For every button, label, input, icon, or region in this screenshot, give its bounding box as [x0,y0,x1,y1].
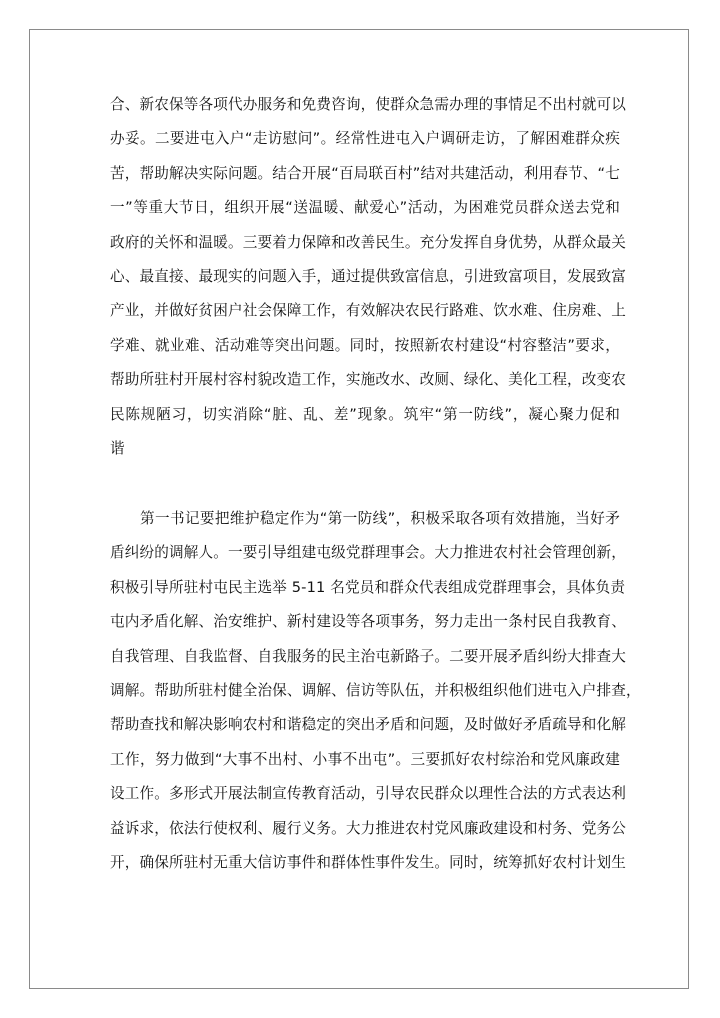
paragraph-1 [110,88,627,466]
text-line: 政府的关怀和温暖。三要着力保障和改善民生。充分发挥自身优势，从群众最关 [110,233,627,251]
text-line: 办妥。二要进屯入户“走访慰问”。经常性进屯入户调研走访，了解困难群众疾 [110,130,620,148]
text-line: 帮助所驻村开展村容村貌改造工作，实施改水、改厕、绿化、美化工程，改变农 [110,371,627,389]
paragraph-2 [110,502,641,880]
text-line: 学难、就业难、活动难等突出问题。同时，按照新农村建设“村容整洁”要求， [110,336,620,354]
text-line: 民陈规陋习，切实消除“脏、乱、差”现象。筑牢“第一防线”，凝心聚力促和 [110,405,620,423]
text-line: 设工作。多形式开展法制宣传教育活动，引导农民群众以理性合法的方式表达利 [110,785,627,803]
text-line: 调解。帮助所驻村健全治保、调解、信访等队伍，并积极组织他们进屯入户排查， [110,682,641,700]
text-line: 苦，帮助解决实际问题。结合开展“百局联百村”结对共建活动，利用春节、“七 [110,164,620,182]
text-line: 益诉求，依法行使权利、履行义务。大力推进农村党风廉政建设和村务、党务公 [110,819,627,837]
text-line: 积极引导所驻村屯民主选举 5-11 名党员和群众代表组成党群理事会，具体负责 [110,578,626,596]
text-line: 合、新农保等各项代办服务和免费咨询，使群众急需办理的事情足不出村就可以 [110,96,627,113]
text-line: 产业，并做好贫困户社会保障工作，有效解决农民行路难、饮水难、住房难、上 [110,302,627,320]
text-line: 第一书记要把维护稳定作为“第一防线”，积极采取各项有效措施，当好矛 [140,510,620,527]
text-line: 谐 [110,440,125,458]
text-line: 开，确保所驻村无重大信访事件和群体性事件发生。同时，统筹抓好农村计划生 [110,854,627,872]
text-line: 盾纠纷的调解人。一要引导组建屯级党群理事会。大力推进农村社会管理创新， [110,544,627,562]
text-line: 一”等重大节日，组织开展“送温暖、献爱心”活动，为困难党员群众送去党和 [110,199,620,217]
text-line: 心、最直接、最现实的问题入手，通过提供致富信息，引进致富项目，发展致富 [110,268,627,286]
text-line: 自我管理、自我监督、自我服务的民主治屯新路子。二要开展矛盾纠纷大排查大 [110,647,627,665]
text-line: 工作，努力做到“大事不出村、小事不出屯”。三要抓好农村综治和党风廉政建 [110,750,620,768]
text-line: 屯内矛盾化解、治安维护、新村建设等各项事务，努力走出一条村民自我教育、 [110,613,627,631]
text-line: 帮助查找和解决影响农村和谐稳定的突出矛盾和问题，及时做好矛盾疏导和化解 [110,716,627,734]
